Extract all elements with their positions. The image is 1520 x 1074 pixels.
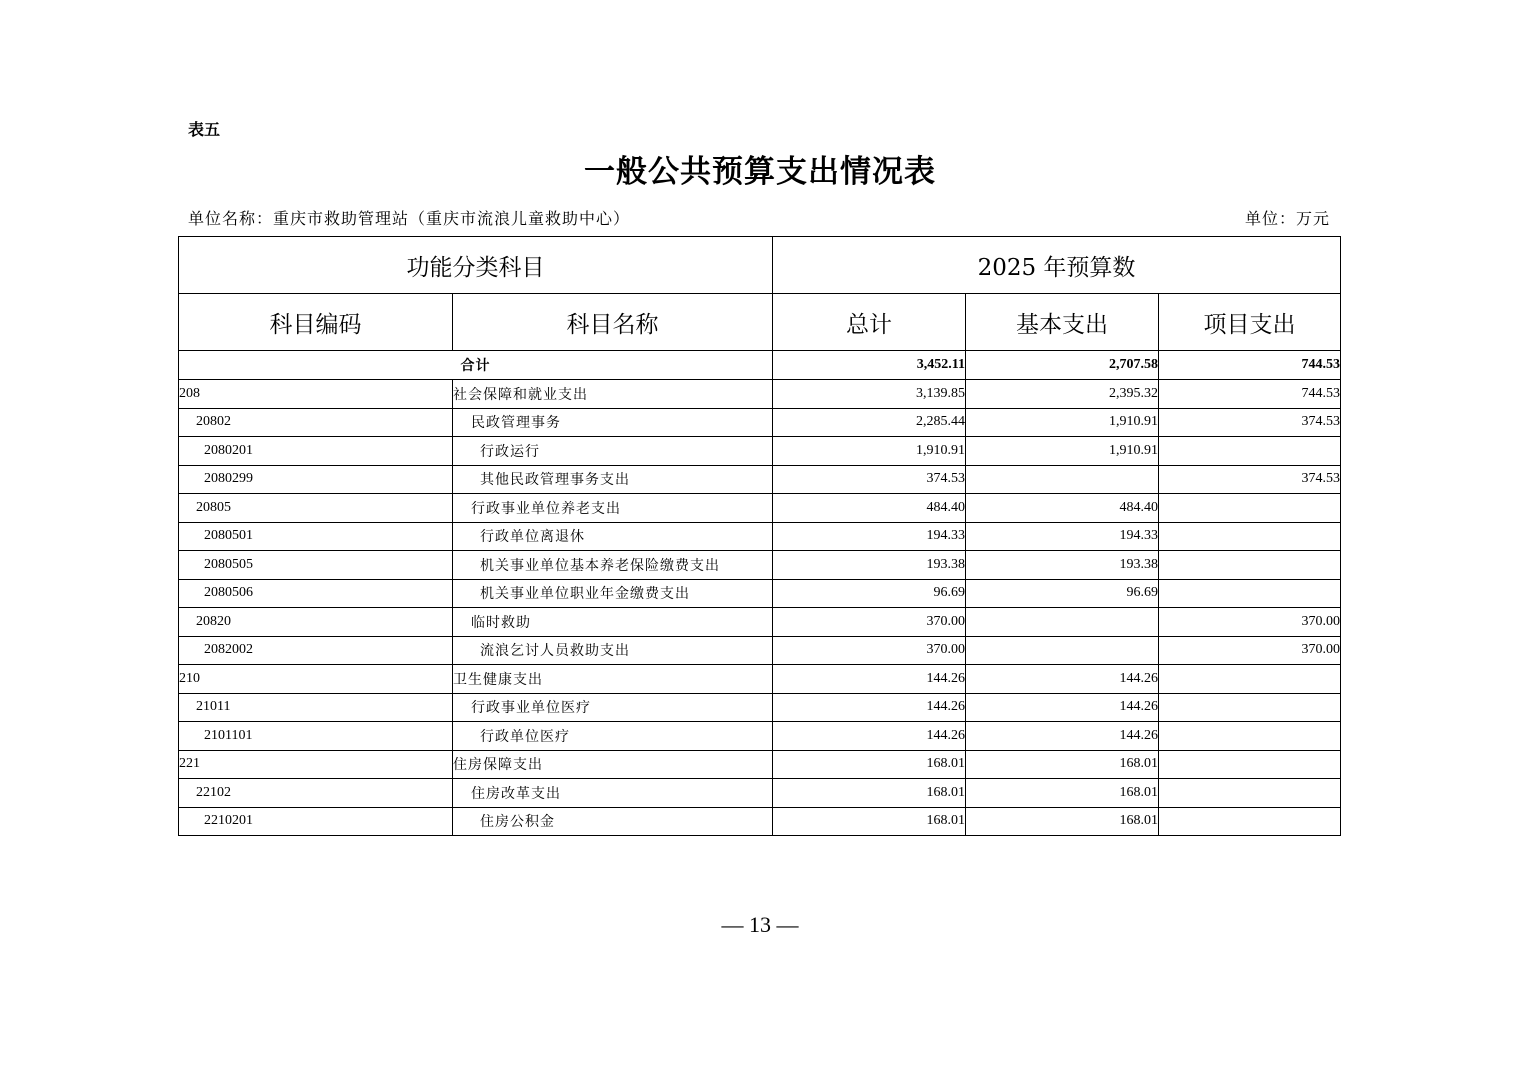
row-name: 行政单位医疗	[453, 722, 773, 751]
row-basic: 194.33	[966, 522, 1159, 551]
page-number: — 13 —	[721, 912, 799, 937]
row-code: 21011	[179, 693, 453, 722]
row-basic	[966, 636, 1159, 665]
row-code: 2210201	[179, 807, 453, 836]
total-label: 合计	[179, 351, 773, 380]
row-basic	[966, 465, 1159, 494]
total-total: 3,452.11	[773, 351, 966, 380]
row-total: 168.01	[773, 750, 966, 779]
row-code: 221	[179, 750, 453, 779]
row-total: 144.26	[773, 722, 966, 751]
row-basic: 2,395.32	[966, 380, 1159, 409]
table-body	[179, 351, 1341, 836]
row-project	[1159, 551, 1341, 580]
budget-table	[178, 236, 1341, 836]
header-budget-year: 2025 年预算数	[773, 237, 1341, 294]
header-code: 科目编码	[179, 294, 453, 351]
row-total: 168.01	[773, 779, 966, 808]
row-total: 144.26	[773, 665, 966, 694]
row-code: 20805	[179, 494, 453, 523]
row-code: 20802	[179, 408, 453, 437]
table-row	[179, 608, 1341, 637]
row-name: 住房改革支出	[453, 779, 773, 808]
row-total: 370.00	[773, 608, 966, 637]
row-code: 208	[179, 380, 453, 409]
table-row	[179, 465, 1341, 494]
row-name: 行政单位离退休	[453, 522, 773, 551]
row-basic: 484.40	[966, 494, 1159, 523]
row-name: 行政运行	[453, 437, 773, 466]
table-row	[179, 551, 1341, 580]
header-total: 总计	[773, 294, 966, 351]
row-name: 临时救助	[453, 608, 773, 637]
header-name: 科目名称	[453, 294, 773, 351]
row-code: 20820	[179, 608, 453, 637]
table-row	[179, 779, 1341, 808]
table-row	[179, 522, 1341, 551]
total-basic: 2,707.58	[966, 351, 1159, 380]
row-name: 住房保障支出	[453, 750, 773, 779]
total-row	[179, 351, 1341, 380]
total-project: 744.53	[1159, 351, 1341, 380]
table-row	[179, 665, 1341, 694]
row-project	[1159, 579, 1341, 608]
row-code: 22102	[179, 779, 453, 808]
row-basic: 168.01	[966, 750, 1159, 779]
row-basic: 168.01	[966, 807, 1159, 836]
row-project	[1159, 522, 1341, 551]
row-project	[1159, 750, 1341, 779]
table-row	[179, 750, 1341, 779]
row-project	[1159, 779, 1341, 808]
row-total: 96.69	[773, 579, 966, 608]
row-total: 2,285.44	[773, 408, 966, 437]
row-code: 2080506	[179, 579, 453, 608]
row-code: 210	[179, 665, 453, 694]
table-row	[179, 693, 1341, 722]
row-project	[1159, 722, 1341, 751]
row-name: 民政管理事务	[453, 408, 773, 437]
row-project	[1159, 494, 1341, 523]
row-code: 2080501	[179, 522, 453, 551]
row-project	[1159, 807, 1341, 836]
row-name: 行政事业单位医疗	[453, 693, 773, 722]
row-project: 370.00	[1159, 636, 1341, 665]
table-row	[179, 494, 1341, 523]
row-name: 社会保障和就业支出	[453, 380, 773, 409]
row-name: 机关事业单位职业年金缴费支出	[453, 579, 773, 608]
row-project	[1159, 437, 1341, 466]
row-basic: 168.01	[966, 779, 1159, 808]
unit-measure: 单位：万元	[1244, 209, 1330, 228]
row-total: 370.00	[773, 636, 966, 665]
table-row	[179, 380, 1341, 409]
row-total: 3,139.85	[773, 380, 966, 409]
row-code: 2080299	[179, 465, 453, 494]
row-code: 2080505	[179, 551, 453, 580]
row-total: 193.38	[773, 551, 966, 580]
row-total: 144.26	[773, 693, 966, 722]
row-total: 1,910.91	[773, 437, 966, 466]
table-row	[179, 437, 1341, 466]
row-name: 住房公积金	[453, 807, 773, 836]
header-project: 项目支出	[1159, 294, 1341, 351]
row-basic	[966, 608, 1159, 637]
row-project	[1159, 693, 1341, 722]
header-category: 功能分类科目	[179, 237, 773, 294]
page-title: 一般公共预算支出情况表	[584, 154, 936, 190]
row-basic: 1,910.91	[966, 437, 1159, 466]
row-basic: 144.26	[966, 665, 1159, 694]
table-row	[179, 722, 1341, 751]
table-row	[179, 579, 1341, 608]
unit-name: 单位名称：重庆市救助管理站（重庆市流浪儿童救助中心）	[188, 209, 631, 228]
row-name: 行政事业单位养老支出	[453, 494, 773, 523]
header-basic: 基本支出	[966, 294, 1159, 351]
row-name: 其他民政管理事务支出	[453, 465, 773, 494]
row-project: 374.53	[1159, 408, 1341, 437]
row-code: 2082002	[179, 636, 453, 665]
table-row	[179, 807, 1341, 836]
row-project: 744.53	[1159, 380, 1341, 409]
row-basic: 96.69	[966, 579, 1159, 608]
table-number-label: 表五	[188, 120, 221, 139]
row-total: 194.33	[773, 522, 966, 551]
row-project: 374.53	[1159, 465, 1341, 494]
row-total: 374.53	[773, 465, 966, 494]
row-total: 168.01	[773, 807, 966, 836]
row-code: 2101101	[179, 722, 453, 751]
row-basic: 144.26	[966, 693, 1159, 722]
row-basic: 193.38	[966, 551, 1159, 580]
table-row	[179, 408, 1341, 437]
row-project	[1159, 665, 1341, 694]
row-basic: 144.26	[966, 722, 1159, 751]
row-project: 370.00	[1159, 608, 1341, 637]
row-total: 484.40	[773, 494, 966, 523]
row-name: 流浪乞讨人员救助支出	[453, 636, 773, 665]
row-basic: 1,910.91	[966, 408, 1159, 437]
row-name: 机关事业单位基本养老保险缴费支出	[453, 551, 773, 580]
row-code: 2080201	[179, 437, 453, 466]
table-row	[179, 636, 1341, 665]
row-name: 卫生健康支出	[453, 665, 773, 694]
